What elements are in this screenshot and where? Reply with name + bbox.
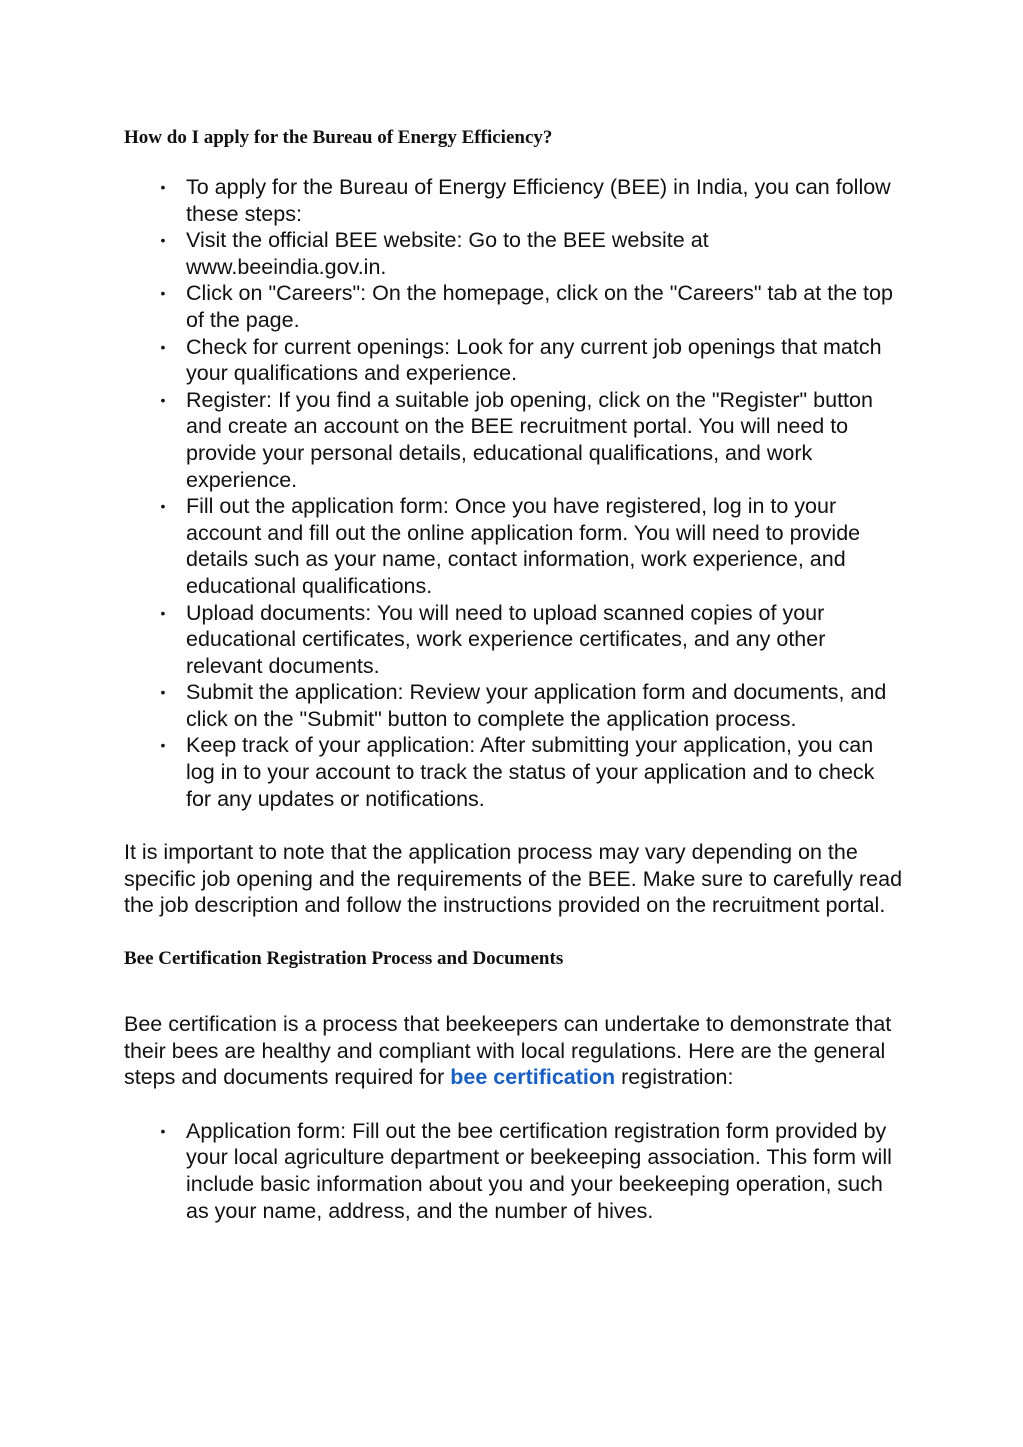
bullet-icon: • <box>160 391 166 408</box>
list-item-text: Fill out the application form: Once you have registered, log in to your account and fill out the online application form. You will need to provide details such as your name, contact information, work experience, and educational qualifications. <box>186 494 861 598</box>
list-item <box>124 280 904 333</box>
certification-steps-list <box>124 1118 904 1224</box>
list-item <box>124 334 904 387</box>
bullet-icon: • <box>160 498 166 515</box>
list-item <box>124 732 904 812</box>
section-heading-bee-certification: Bee Certification Registration Process and Documents <box>124 948 564 970</box>
list-item-text: Click on "Careers": On the homepage, click on the "Careers" tab at the top of the page. <box>186 281 893 332</box>
list-item-text: Check for current openings: Look for any current job openings that match your qualifications and experience. <box>186 334 882 386</box>
bullet-icon: • <box>160 737 166 754</box>
section-heading-apply-bee: How do I apply for the Bureau of Energy Efficiency? <box>124 127 553 148</box>
list-item-text: Submit the application: Review your application form and documents, and click on the "Submit" button to complete the application process. <box>186 680 887 731</box>
closing-paragraph: It is important to note that the application process may vary depending on the specific job opening and the requirements of the BEE. Make sure to carefully read the job description and follow the instructions provided on the recruitment portal. <box>124 840 903 918</box>
list-item <box>124 174 904 227</box>
bullet-icon: • <box>160 338 166 355</box>
bullet-icon: • <box>160 684 166 701</box>
list-item-text: Application form: Fill out the bee certification registration form provided by your local agriculture department or beekeeping association. This form will include basic information about you and your beekeeping operation, such as your name, address, and the number of hives. <box>186 1118 892 1223</box>
bullet-icon: • <box>160 179 166 195</box>
list-item <box>124 600 904 680</box>
list-item-text: Upload documents: You will need to upload scanned copies of your educational certificates, work experience certificates, and any other relevant documents. <box>186 600 826 678</box>
intro-paragraph <box>124 1011 904 1091</box>
list-item-text: Visit the official BEE website: Go to the BEE website at www.beeindia.gov.in. <box>186 228 709 279</box>
document-content <box>124 118 904 1224</box>
list-item <box>124 227 904 280</box>
apply-steps-list <box>124 174 904 812</box>
bullet-icon: • <box>160 232 166 249</box>
list-item <box>124 493 904 599</box>
bullet-icon: • <box>160 285 166 302</box>
intro-text-before-link: Bee certification is a process that beekeepers can undertake to demonstrate that their bees are healthy and compliant with local regulations. Here are the general steps and documents required for <box>124 1012 892 1090</box>
list-item-text: Register: If you find a suitable job opening, click on the "Register" button and create an account on the BEE recruitment portal. You will need to provide your personal details, educational qualifications, and work experience. <box>186 387 873 492</box>
bullet-icon: • <box>160 1122 166 1139</box>
intro-text-after-link: registration: <box>615 1065 734 1090</box>
list-item <box>124 387 904 493</box>
bee-certification-link[interactable]: bee certification <box>450 1065 616 1090</box>
list-item <box>124 1118 904 1224</box>
list-item-text: To apply for the Bureau of Energy Efficiency (BEE) in India, you can follow these steps: <box>186 175 891 226</box>
bullet-icon: • <box>160 604 166 621</box>
list-item <box>124 679 904 732</box>
list-item-text: Keep track of your application: After submitting your application, you can log in to your account to track the status of your application and to check for any updates or notifications. <box>186 733 875 811</box>
